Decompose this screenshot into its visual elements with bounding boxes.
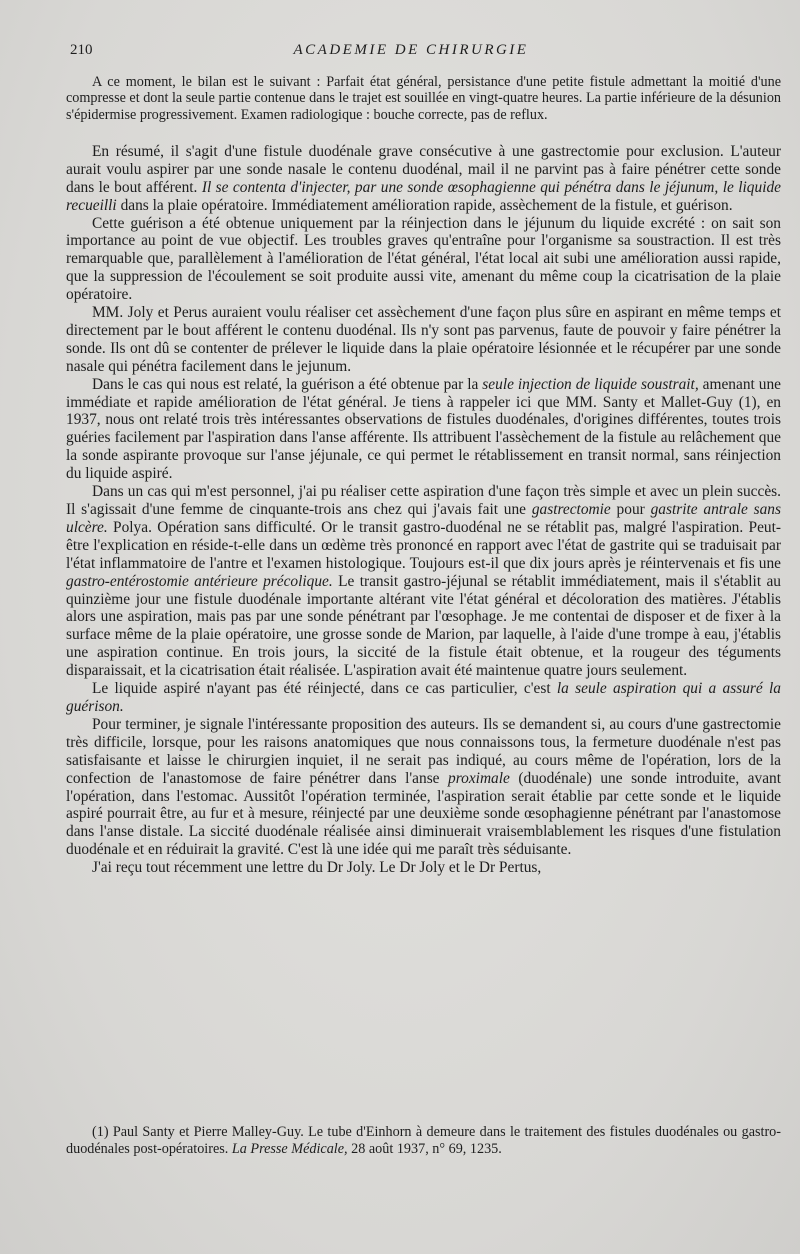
paragraph-letter: J'ai reçu tout récemment une lettre du Dr Joly. Le Dr Joly et le Dr Pertus, (92, 859, 542, 877)
summary-text-end: dans la plaie opératoire. Immédiatement amélioration rapide, assèchement de la fistule, et guérison. (120, 196, 733, 214)
case-text-b: amenant une immédiate et rapide amélioration de l'état général. Je tiens à rappeler ici que MM. Santy et Mallet-Guy (1), en 1937, nous ont relaté trois très intéressantes observations de fistules duodénales, d'origines différentes, toutes trois guéries facilement par l'aspiration dans l'anse afférente. Ils attribuent l'assèchement de la fistule au relâchement que la sonde aspirante provoque sur l'anse jéjunale, ce qui permet le rétablissement en transit normal, sans réinjection du liquide aspiré. (66, 375, 782, 483)
body-text (66, 74, 781, 877)
running-title: ACADEMIE DE CHIRURGIE (293, 42, 529, 58)
case-italic: seule injection de liquide soustrait, (482, 375, 699, 393)
paragraph-personal-case (66, 483, 781, 680)
paragraph-case-reported (66, 376, 781, 483)
personal-text-a: Dans un cas qui m'est personnel, j'ai pu réaliser cette aspiration d'une façon très simple et avec un plein succès. Il s'agissait d'une femme de cinquante-trois ans chez qui j'avais fait une (66, 483, 781, 519)
summary-italic: Il se contenta d'injecter, par une sonde œsophagienne qui pénétra dans le jéjunum, le liquide recueilli (66, 178, 781, 214)
footnote-journal: La Presse Médicale, (231, 1140, 348, 1157)
personal-italic-3: gastro-entérostomie antérieure précolique. (66, 572, 333, 590)
proposal-text-a: Pour terminer, je signale l'intéressante proposition des auteurs. Ils se demandent si, au cours d'une gastrectomie très difficile, lorsque, pour les raisons anatomiques que nous connaissons tous, la fermeture duodénale n'est pas satisfaisante et laisse le chirurgien inquiet, il ne serait pas indiqué, au cours même de l'opération, lors de la confection de l'anastomose de faire pénétrer dans l'anse (66, 715, 781, 787)
paragraph-healing: Cette guérison a été obtenue uniquement par la réinjection dans le jéjunum du liquide excrété : on sait son importance au point de vue objectif. Les troubles graves qu'entraîne pour l'organisme sa soustraction. Il est très remarquable que, parallèlement à l'amélioration de l'état général, l'état local ait subi une amélioration aussi rapide, que la suppression de l'écoulement se soit produite aussi vite, amenant du même coup la cicatrisation de la plaie opératoire. (66, 214, 781, 304)
footnote-text (66, 1124, 781, 1158)
paragraph-aspiration-conclusion (66, 680, 781, 716)
page-number: 210 (70, 42, 93, 58)
personal-text-b: pour (616, 501, 645, 519)
footnote-text-a: (1) Paul Santy et Pierre Malley-Guy. Le tube d'Einhorn à demeure dans le traitement des fistules duodénales ou gastro-duodénales post-opératoires. (66, 1124, 781, 1157)
page-header (70, 42, 752, 64)
proposal-italic: proximale (448, 769, 510, 787)
paragraph-joly-perus: MM. Joly et Perus auraient voulu réaliser cet assèchement d'une façon plus sûre en aspirant en même temps et directement par le bout afférent le contenu duodénal. Ils n'y sont pas parvenus, faute de pouvoir y faire pénétrer la sonde. Ils ont dû se contenter de prélever le liquide dans la plaie opératoire lésionnée et le récupérer par une sonde nasale qui pénétra facilement dans le jejunum. (66, 304, 781, 375)
case-text-a: Dans le cas qui nous est relaté, la guérison a été obtenue par la (92, 375, 479, 393)
personal-text-d: Le transit gastro-jéjunal se rétablit immédiatement, mais il s'établit au quinzième jour une fistule duodénale importante altérant vite l'état général et décoloration des matières. J'établis alors une aspiration, mais pas par une sonde pénétrant par l'œsophage. Je me contentai de disposer et de fixer à la surface même de la plaie opératoire, une grosse sonde de Marion, par laquelle, à l'aide d'une trompe à eau, j'établis une aspiration continue. En trois jours, la siccité de la fistule était obtenue, et la rougeur des téguments disparaissait, et la cicatrisation était réalisée. L'aspiration avait été maintenue quatre jours seulement. (66, 572, 781, 680)
personal-italic-1: gastrectomie (531, 501, 611, 519)
paragraph-summary (66, 143, 781, 215)
footnote (66, 1124, 781, 1158)
personal-italic-2: gastrite antrale sans ulcère. (66, 501, 781, 536)
aspiration-text: Le liquide aspiré n'ayant pas été réinjecté, dans ce cas particulier, c'est (92, 680, 551, 698)
paragraph-proposal (66, 716, 781, 859)
footnote-text-b: 28 août 1937, n° 69, 1235. (351, 1140, 502, 1157)
proposal-text-b: (duodénale) une sonde introduite, avant l'opération, dans l'estomac. Aussitôt l'opération terminée, l'aspiration serait établie par cette sonde et le liquide aspiré pourrait être, au fur et à mesure, réinjecté par une deuxième sonde œsophagienne pénétrant par l'anastomose dans l'anse distale. La siccité duodénale réalisée ainsi diminuerait vraisemblablement les risques d'une fistulation duodénale et en réduirait la gravité. C'est là une idée qui me paraît très séduisante. (66, 769, 781, 859)
personal-text-c: Polya. Opération sans difficulté. Or le transit gastro-duodénal ne se rétablit pas, malgré l'aspiration. Peut-être l'explication en réside-t-elle dans un œdème très prononcé en rapport avec l'état de gastrite qui se traduisait par l'état inflammatoire de l'antre et l'examen histologique. Toujours est-il que dix jours après je réintervenais et fis une (66, 518, 781, 572)
paragraph-observation-end: A ce moment, le bilan est le suivant : Parfait état général, persistance d'une petite fistule admettant la moitié d'une compresse et dont la seule partie contenue dans le trajet est souillée en vingt-quatre heures. La partie inférieure de la désunion s'épidermise progressivement. Examen radiologique : bouche correcte, pas de reflux. (66, 74, 782, 123)
aspiration-italic: la seule aspiration qui a assuré la guérison. (66, 680, 781, 715)
summary-text: En résumé, il s'agit d'une fistule duodénale grave consécutive à une gastrectomie pour exclusion. L'auteur aurait voulu aspirer par une sonde nasale le contenu duodénal, mail il ne parvint pas à faire pénétrer cette sonde dans le bout afférent. (66, 142, 781, 196)
